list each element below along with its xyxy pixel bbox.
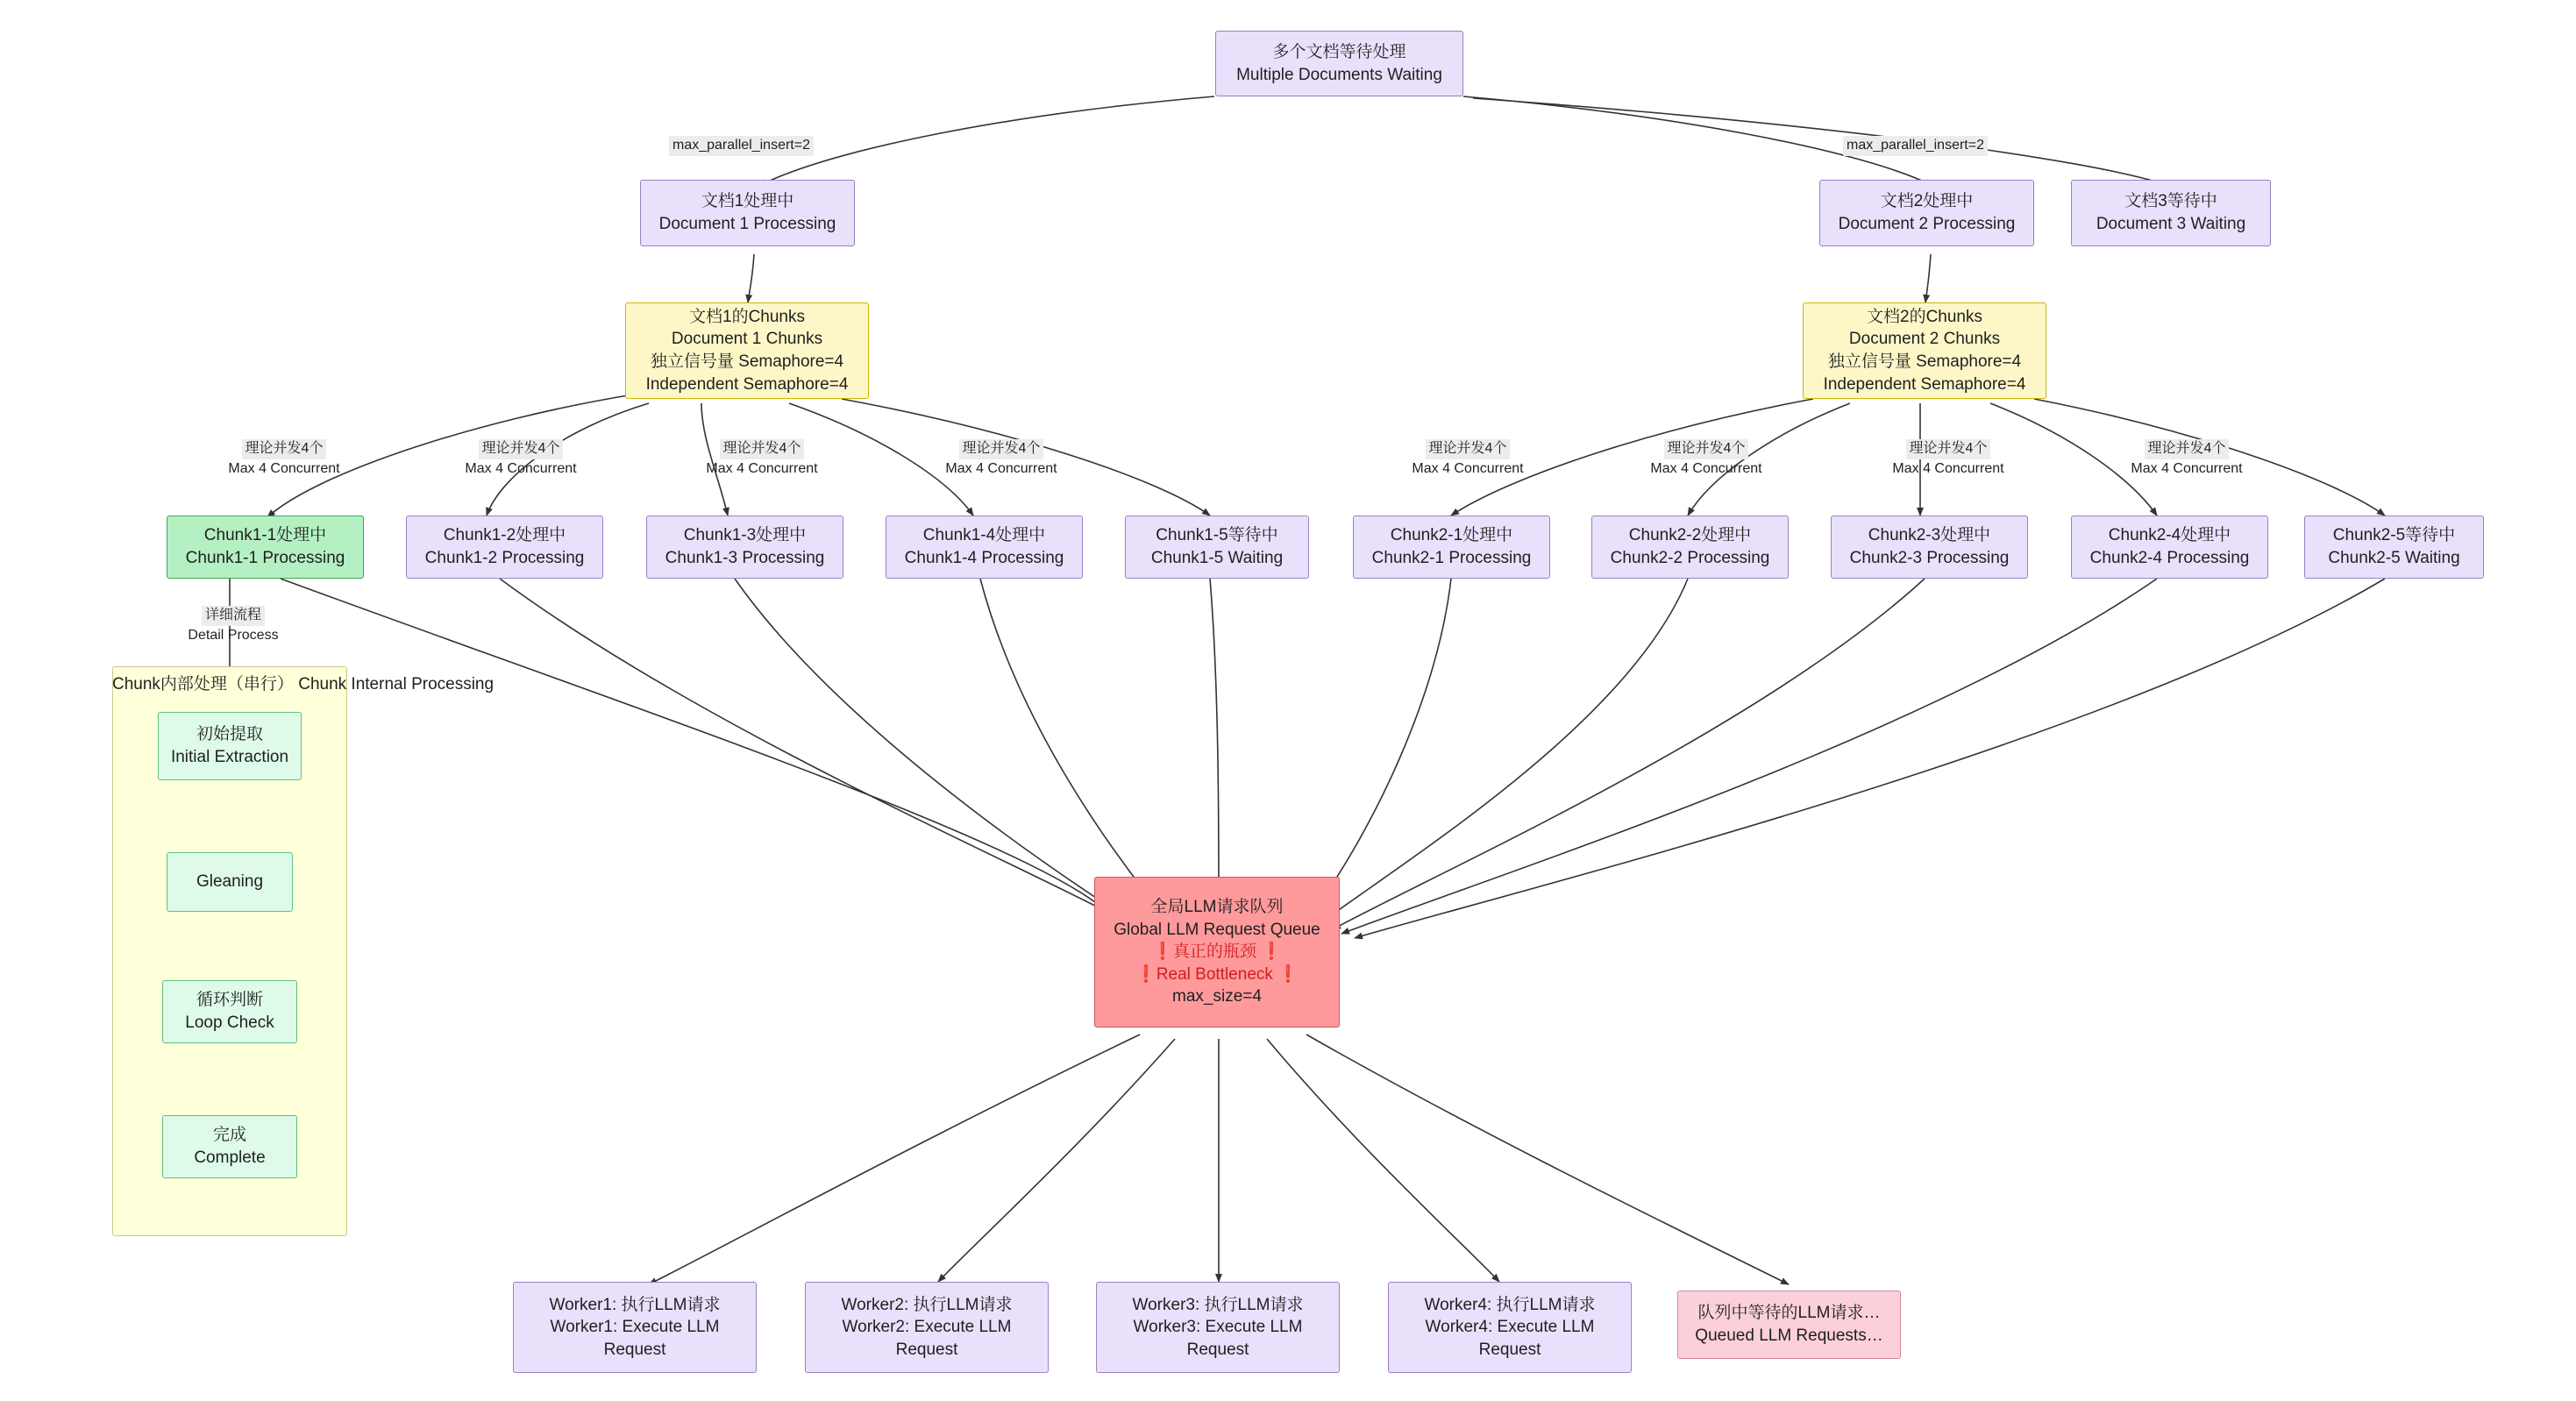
chunk2-2-line1: Chunk2-2处理中 [1628, 526, 1752, 545]
edge-label-concurrent-7-bot: Max 4 Concurrent [1892, 460, 2004, 476]
worker2-line2: Worker2: Execute LLM [842, 1318, 1012, 1337]
node-chunk1-4[interactable] [886, 516, 1083, 579]
chunk2-1-line1: Chunk2-1处理中 [1390, 526, 1513, 545]
llm-queue-line2: Global LLM Request Queue [1114, 920, 1320, 939]
edge-label-concurrent-7 [1866, 438, 2031, 480]
chunk2-4-line2: Chunk2-4 Processing [2089, 549, 2250, 567]
queued-line2: Queued LLM Requests… [1695, 1326, 1883, 1345]
node-initial-extraction[interactable] [158, 712, 302, 780]
edge-label-concurrent-3 [680, 438, 844, 480]
chunk1-4-line2: Chunk1-4 Processing [904, 549, 1064, 567]
worker1-line2: Worker1: Execute LLM [550, 1318, 720, 1337]
node-chunk1-3[interactable] [646, 516, 843, 579]
node-queued-requests[interactable] [1677, 1291, 1901, 1359]
node-global-llm-queue[interactable] [1094, 877, 1340, 1028]
edge-label-detail-process [160, 605, 307, 646]
node-document-2-processing[interactable] [1819, 180, 2034, 246]
worker3-line2: Worker3: Execute LLM [1133, 1318, 1303, 1337]
edge-label-concurrent-7-top: 理论并发4个 [1906, 439, 1991, 459]
queued-line1: 队列中等待的LLM请求… [1697, 1304, 1881, 1323]
worker4-line1: Worker4: 执行LLM请求 [1424, 1295, 1596, 1314]
chunk2-3-line1: Chunk2-3处理中 [1868, 526, 1991, 545]
node-gleaning[interactable] [167, 852, 293, 912]
node-chunk2-2[interactable] [1591, 516, 1789, 579]
complete-line1: 完成 [212, 1126, 246, 1145]
doc1-chunks-line4: Independent Semaphore=4 [645, 374, 849, 394]
chunk2-5-line2: Chunk2-5 Waiting [2328, 549, 2460, 567]
subgraph-title [112, 673, 495, 696]
node-document-1-line2: Document 1 Processing [658, 215, 836, 233]
chunk2-2-line2: Chunk2-2 Processing [1610, 549, 1770, 567]
loop-check-line2: Loop Check [185, 1013, 274, 1032]
edge-label-concurrent-4 [919, 438, 1084, 480]
chunk1-1-line1: Chunk1-1处理中 [203, 526, 327, 545]
node-loop-check[interactable] [162, 980, 297, 1043]
node-document-3-line2: Document 3 Waiting [2096, 215, 2246, 233]
edge-label-concurrent-3-top: 理论并发4个 [720, 439, 805, 459]
edge-label-concurrent-1 [202, 438, 366, 480]
edge-label-concurrent-5 [1385, 438, 1550, 480]
doc1-chunks-line2: Document 1 Chunks [671, 330, 823, 349]
worker1-line3: Request [603, 1340, 666, 1359]
chunk1-5-line1: Chunk1-5等待中 [1156, 526, 1278, 545]
edge-label-max-parallel-left [669, 136, 814, 156]
node-chunk2-5[interactable] [2304, 516, 2484, 579]
node-document-1-line1: 文档1处理中 [701, 192, 794, 211]
node-chunk2-3[interactable] [1831, 516, 2028, 579]
node-multiple-documents[interactable] [1215, 31, 1463, 96]
doc2-chunks-line3: 独立信号量 Semaphore=4 [1827, 352, 2022, 371]
edge-label-concurrent-8 [2104, 438, 2269, 480]
edge-label-concurrent-5-bot: Max 4 Concurrent [1412, 460, 1524, 476]
doc1-chunks-line1: 文档1的Chunks [689, 307, 805, 326]
edge-label-concurrent-2 [438, 438, 603, 480]
llm-queue-line5: max_size=4 [1172, 987, 1262, 1006]
edge-label-concurrent-6-top: 理论并发4个 [1664, 439, 1749, 459]
node-worker2[interactable] [805, 1282, 1049, 1373]
edge-label-concurrent-8-bot: Max 4 Concurrent [2131, 460, 2243, 476]
node-document-2-line1: 文档2处理中 [1880, 192, 1974, 211]
worker1-line1: Worker1: 执行LLM请求 [549, 1295, 721, 1314]
chunk1-2-line2: Chunk1-2 Processing [424, 549, 585, 567]
edge-label-concurrent-2-top: 理论并发4个 [479, 439, 564, 459]
llm-queue-line1: 全局LLM请求队列 [1150, 897, 1284, 916]
node-chunk1-5[interactable] [1125, 516, 1309, 579]
node-document-1-processing[interactable] [640, 180, 855, 246]
chunk1-1-line2: Chunk1-1 Processing [185, 549, 345, 567]
node-chunk2-1[interactable] [1353, 516, 1550, 579]
edge-label-detail-bot: Detail Process [188, 627, 279, 643]
node-multiple-documents-line1: 多个文档等待处理 [1272, 42, 1406, 61]
node-document-3-waiting[interactable] [2071, 180, 2271, 246]
edge-label-concurrent-2-bot: Max 4 Concurrent [465, 460, 577, 476]
worker2-line3: Request [895, 1340, 958, 1359]
node-document-2-line2: Document 2 Processing [1838, 215, 2016, 233]
chunk1-3-line2: Chunk1-3 Processing [665, 549, 825, 567]
llm-queue-line4: ❗Real Bottleneck ❗ [1135, 964, 1299, 984]
initial-extraction-line1: 初始提取 [196, 725, 263, 744]
chunk1-2-line1: Chunk1-2处理中 [443, 526, 566, 545]
edge-label-concurrent-3-bot: Max 4 Concurrent [706, 460, 818, 476]
doc2-chunks-line4: Independent Semaphore=4 [1823, 374, 2026, 394]
node-document-1-chunks[interactable] [625, 302, 869, 399]
worker4-line3: Request [1478, 1340, 1541, 1359]
node-document-2-chunks[interactable] [1803, 302, 2046, 399]
complete-line2: Complete [194, 1149, 266, 1167]
edge-label-concurrent-1-bot: Max 4 Concurrent [228, 460, 340, 476]
node-complete[interactable] [162, 1115, 297, 1178]
worker3-line1: Worker3: 执行LLM请求 [1132, 1295, 1304, 1314]
worker2-line1: Worker2: 执行LLM请求 [841, 1295, 1013, 1314]
worker3-line3: Request [1186, 1340, 1249, 1359]
subgraph-title-line1: Chunk内部处理（串行） [112, 675, 294, 693]
node-chunk2-4[interactable] [2071, 516, 2268, 579]
chunk2-3-line2: Chunk2-3 Processing [1849, 549, 2010, 567]
loop-check-line1: 循环判断 [196, 991, 263, 1010]
subgraph-title-line2: Chunk Internal Processing [298, 675, 495, 693]
edge-label-concurrent-1-top: 理论并发4个 [242, 439, 327, 459]
edge-label-max-parallel-right-text: max_parallel_insert=2 [1847, 138, 1984, 153]
node-worker3[interactable] [1096, 1282, 1340, 1373]
doc2-chunks-line1: 文档2的Chunks [1867, 307, 1982, 326]
node-worker4[interactable] [1388, 1282, 1632, 1373]
doc1-chunks-line3: 独立信号量 Semaphore=4 [650, 352, 844, 371]
node-worker1[interactable] [513, 1282, 757, 1373]
node-chunk1-2[interactable] [406, 516, 603, 579]
edge-label-max-parallel-right [1843, 136, 1988, 156]
llm-queue-line3: ❗真正的瓶颈 ❗ [1152, 942, 1282, 962]
edge-label-concurrent-4-bot: Max 4 Concurrent [945, 460, 1057, 476]
edge-label-detail-top: 详细流程 [202, 606, 265, 626]
node-multiple-documents-line2: Multiple Documents Waiting [1236, 65, 1442, 84]
chunk2-4-line1: Chunk2-4处理中 [2108, 526, 2231, 545]
doc2-chunks-line2: Document 2 Chunks [1848, 330, 2001, 349]
edge-label-concurrent-5-top: 理论并发4个 [1426, 439, 1511, 459]
gleaning-line1: Gleaning [196, 872, 264, 892]
chunk2-5-line1: Chunk2-5等待中 [2332, 526, 2456, 545]
chunk1-3-line1: Chunk1-3处理中 [683, 526, 807, 545]
worker4-line2: Worker4: Execute LLM [1425, 1318, 1595, 1337]
chunk1-5-line2: Chunk1-5 Waiting [1150, 549, 1284, 567]
edge-label-max-parallel-left-text: max_parallel_insert=2 [672, 138, 810, 153]
edge-label-concurrent-6-bot: Max 4 Concurrent [1650, 460, 1762, 476]
edge-label-concurrent-6 [1624, 438, 1789, 480]
initial-extraction-line2: Initial Extraction [170, 748, 289, 766]
edge-label-concurrent-8-top: 理论并发4个 [2145, 439, 2230, 459]
chunk2-1-line2: Chunk2-1 Processing [1371, 549, 1532, 567]
chunk1-4-line1: Chunk1-4处理中 [922, 526, 1046, 545]
node-chunk1-1[interactable] [167, 516, 364, 579]
edge-label-concurrent-4-top: 理论并发4个 [959, 439, 1044, 459]
node-document-3-line1: 文档3等待中 [2124, 192, 2217, 211]
